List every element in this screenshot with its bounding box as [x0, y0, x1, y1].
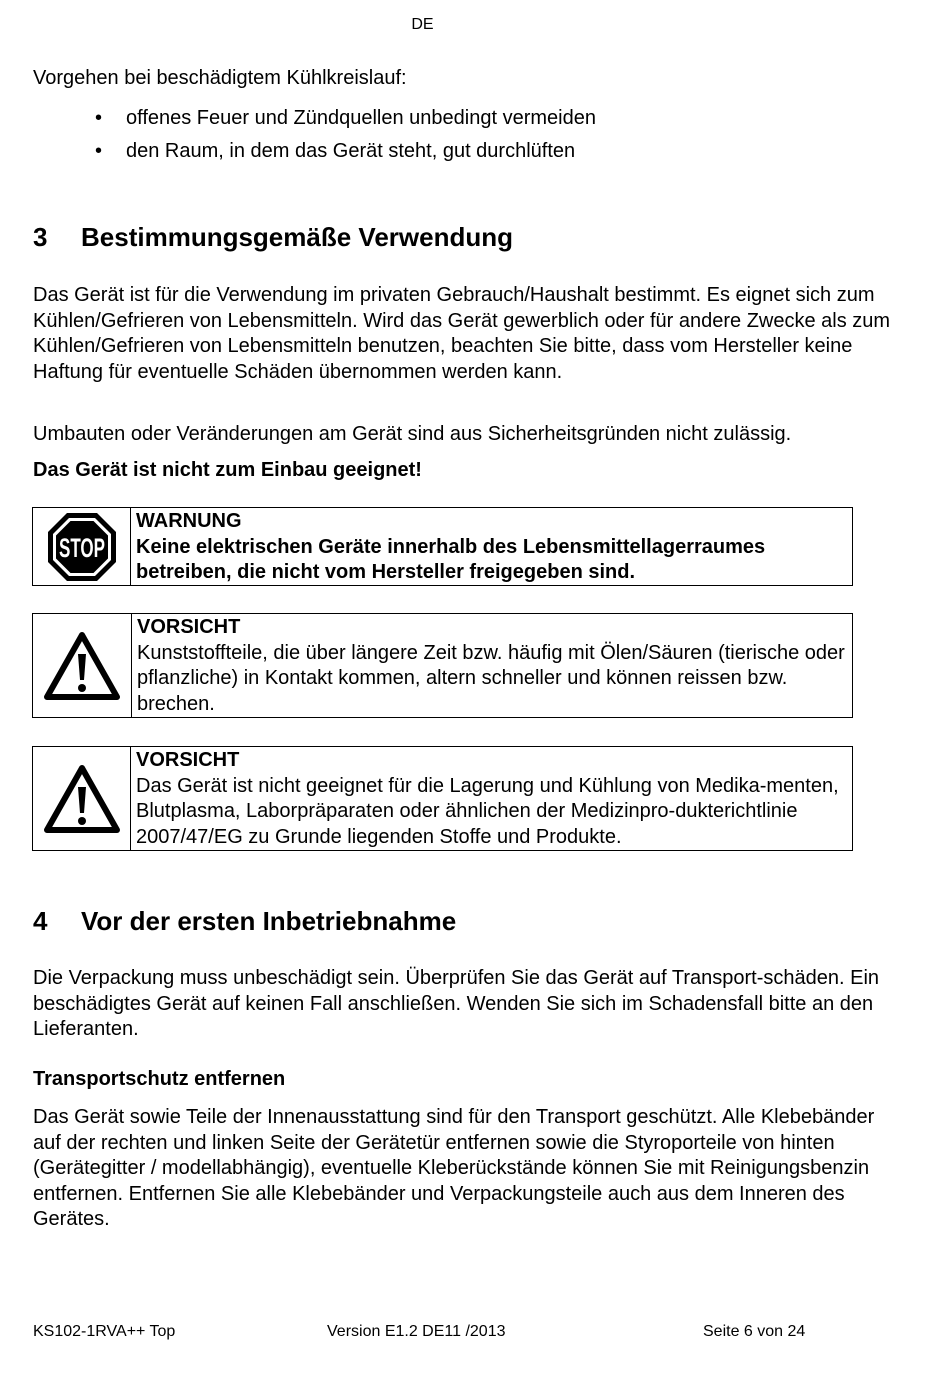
- section-3-paragraph-usage: Das Gerät ist für die Verwendung im privaten Gebrauch/Haushalt bestimmt. Es eignet sich zum Kühlen/Gefrieren von Lebensmitteln. Wird das Gerät gewerblich oder für andere Zwecke als zum Kühlen/Gefrieren von Lebensmitteln benutzen, beachten Sie bitte, dass vom Hersteller keine Haftung für eventuelle Schäden übernommen werden kann.: [33, 284, 891, 383]
- section-3-title: Bestimmungsgemäße Verwendung: [81, 222, 513, 252]
- section-3-number: 3: [33, 222, 48, 252]
- section-3-paragraph-modifications: Umbauten oder Veränderungen am Gerät sind aus Sicherheitsgründen nicht zulässig.: [33, 423, 792, 445]
- footer-model: KS102-1RVA++ Top: [33, 1323, 176, 1340]
- notice-text: [131, 508, 852, 585]
- notice-icon-cell: [33, 747, 131, 850]
- notice-text: [131, 747, 852, 850]
- footer-page-number: Seite 6 von 24: [703, 1323, 806, 1340]
- section-4-title: Vor der ersten Inbetriebnahme: [81, 906, 457, 936]
- section-4-paragraph-transport-protection: Das Gerät sowie Teile der Innenausstattung sind für den Transport geschützt. Alle Klebebänder auf der rechten und linken Seite der Gerätetür entfernen sowie die Styroporteile von hinten (Gerätegitter / modellabhängig), eventuelle Kleberückstände können Sie mit Reinigungsbenzin entfernen. Entfernen Sie alle Klebebänder und Verpackungsteile auch aus dem Inneren des Gerätes.: [33, 1106, 875, 1230]
- notice-title: VORSICHT: [136, 749, 240, 771]
- notice-icon-cell: [33, 614, 132, 717]
- stop-sign-icon: [46, 511, 118, 583]
- list-item: • offenes Feuer und Zündquellen unbedingt vermeiden: [95, 102, 596, 135]
- notice-text: [132, 614, 852, 717]
- notice-body: Keine elektrischen Geräte innerhalb des Lebensmittellagerraumes betreiben, die nicht vom Hersteller freigegeben sind.: [136, 535, 766, 583]
- section-3-heading: [33, 222, 513, 253]
- notice-title: WARNUNG: [136, 510, 242, 532]
- section-3-paragraph-no-builtin: Das Gerät ist nicht zum Einbau geeignet!: [33, 459, 422, 481]
- section-4-paragraph-packaging: Die Verpackung muss unbeschädigt sein. Überprüfen Sie das Gerät auf Transport-schäden. Ein beschädigtes Gerät auf keinen Fall anschließen. Wenden Sie sich im Schadensfall bitte an den Lieferanten.: [33, 967, 880, 1040]
- intro-bullet-list: [95, 102, 596, 168]
- caution-notice-box-plastics: [32, 613, 853, 718]
- notice-body: Das Gerät ist nicht geeignet für die Lagerung und Kühlung von Medika-menten, Blutplasma, Laborpräparaten oder ähnlichen der Medizinpro-dukterichtlinie 2007/47/EG zu Grunde liegenden Stoffe und Produkte.: [136, 774, 839, 848]
- caution-notice-box-medical: [32, 746, 853, 851]
- svg-text:STOP: STOP: [58, 532, 105, 563]
- footer-version: Version E1.2 DE11 /2013: [327, 1323, 506, 1340]
- page-header-language: DE: [411, 16, 434, 33]
- notice-title: VORSICHT: [137, 616, 241, 638]
- warning-notice-box: [32, 507, 853, 586]
- section-4-number: 4: [33, 906, 48, 936]
- list-item: • den Raum, in dem das Gerät steht, gut durchlüften: [95, 135, 596, 168]
- section-4-subheading: Transportschutz entfernen: [33, 1068, 286, 1090]
- notice-body: Kunststoffteile, die über längere Zeit bzw. häufig mit Ölen/Säuren (tierische oder pflanzliche) in Kontakt kommen, altern schneller und können reissen bzw. brechen.: [137, 641, 845, 715]
- warning-triangle-icon: [44, 632, 120, 700]
- section-4-heading: [33, 906, 456, 937]
- warning-triangle-icon: [44, 765, 120, 833]
- intro-lead-text: Vorgehen bei beschädigtem Kühlkreislauf:: [33, 67, 407, 89]
- notice-icon-cell: [33, 508, 131, 585]
